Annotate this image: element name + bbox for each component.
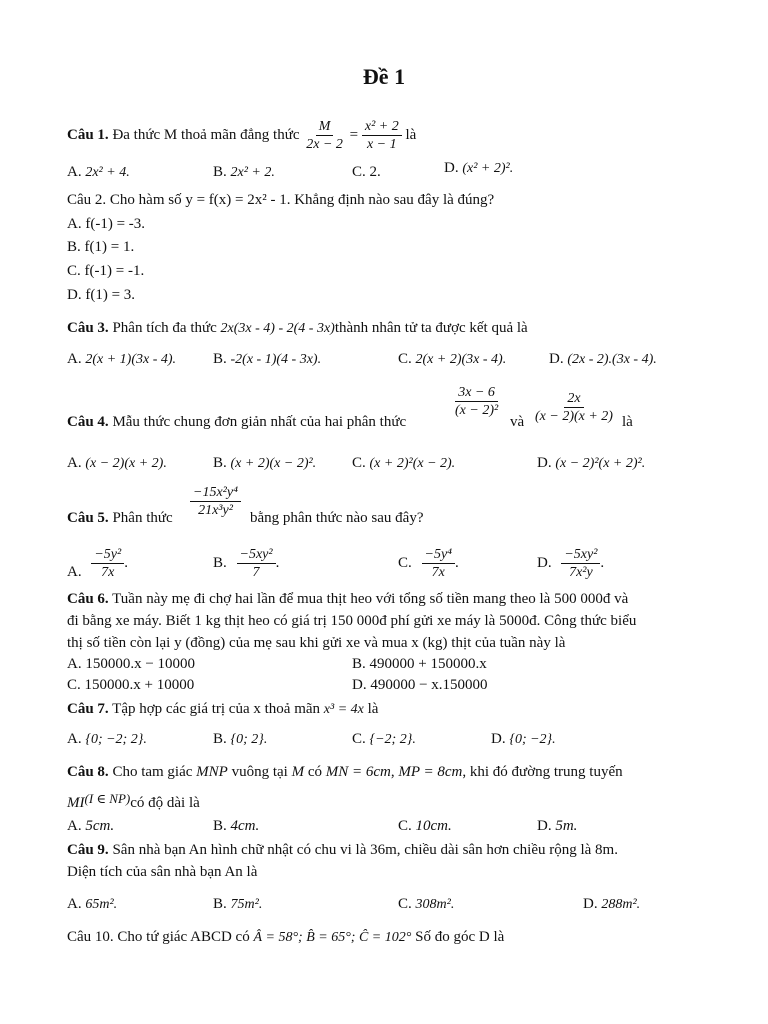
question-8-option-b: B. 4cm. — [213, 818, 260, 834]
question-8-line-1: Câu 8. Cho tam giác MNP vuông tại M có MN = 6cm, MP = 8cm, khi đó đường trung tuyến — [67, 764, 623, 780]
question-5-option-c: C. $\frac{\text{−5y⁴}}{7x}$ . — [398, 547, 459, 580]
question-8-line-2: MI(I ∈ NP)có độ dài là — [67, 791, 200, 811]
question-2-option-d: D. f(1) = 3. — [67, 287, 136, 303]
question-1-option-a: A. 2x² + 4. — [67, 164, 130, 180]
question-4-option-a: A. (x − 2)(x + 2). — [67, 455, 167, 471]
question-6-option-b: B. 490000 + 150000.x — [352, 656, 487, 672]
question-1 — [67, 118, 416, 153]
question-5-option-a: A. $\frac{\text{−5y²}}{7x}$ . — [67, 547, 128, 580]
question-9-option-d: D. 288m². — [583, 896, 641, 912]
question-4-option-c: C. (x + 2)²(x − 2). — [352, 455, 456, 471]
question-1-fraction-left: $\frac{M}{2x - 2}$ — [306, 119, 343, 152]
question-4-option-d: D. (x − 2)²(x + 2)². — [537, 455, 646, 471]
question-7: Câu 7. Tập hợp các giá trị của x thoả mãn x³ = 4x là — [67, 701, 379, 717]
question-2-option-b: B. f(1) = 1. — [67, 239, 135, 255]
question-1-option-d: D. (x² + 2)². — [444, 160, 514, 176]
question-6-line-2: đi bằng xe máy. Biết 1 kg thịt heo có giá trị 150 000đ phí gửi xe máy là 5000đ. Công thức biểu — [67, 613, 637, 629]
question-4-text: Câu 4. Mẫu thức chung đơn giản nhất của hai phân thức — [67, 414, 407, 430]
question-8-option-a: A. 5cm. — [67, 818, 115, 834]
question-5-option-d: D. $\frac{\text{−5xy²}}{\text{7x²y}}$ . — [537, 547, 605, 580]
question-9-option-c: C. 308m². — [398, 896, 455, 912]
question-7-option-b: B. {0; 2}. — [213, 731, 268, 747]
question-1-option-b: B. 2x² + 2. — [213, 164, 275, 180]
question-5-fraction: $\frac{\text{−15x²y⁴}}{\text{21x³y²}}$ — [190, 484, 241, 519]
question-3-option-a: A. 2(x + 1)(3x - 4). — [67, 351, 177, 367]
question-9-line-2: Diện tích của sân nhà bạn An là — [67, 864, 258, 880]
question-1-option-c: C. 2. — [352, 164, 381, 180]
question-4-and: và — [510, 414, 525, 430]
page-title: Đề 1 — [362, 64, 406, 89]
question-6-option-c: C. 150000.x + 10000 — [67, 677, 195, 693]
question-1-equals: = — [349, 126, 359, 143]
question-4-fraction-1: $\frac{3x - 6}{\text{(x − 2)²}}$ — [455, 385, 499, 418]
question-1-label: Câu 1. — [67, 126, 109, 143]
question-3-option-c: C. 2(x + 2)(3x - 4). — [398, 351, 507, 367]
question-6-line-1: Câu 6. Tuần này mẹ đi chợ hai lần để mua thịt heo với tổng số tiền mang theo là 500 000đ và — [67, 591, 629, 607]
question-3-option-b: B. -2(x - 1)(4 - 3x). — [213, 351, 322, 367]
question-8-option-c: C. 10cm. — [398, 818, 452, 834]
question-9-line-1: Câu 9. Sân nhà bạn An hình chữ nhật có chu vi là 36m, chiều dài sân hơn chiều rộng là 8m. — [67, 842, 618, 858]
question-10: Câu 10. Cho tứ giác ABCD có Â = 58°; B̂ = 65°; Ĉ = 102° Số đo góc D là — [67, 929, 505, 945]
question-4-suffix: là — [622, 414, 633, 430]
question-3-option-d: D. (2x - 2).(3x - 4). — [549, 351, 657, 367]
question-7-option-c: C. {−2; 2}. — [352, 731, 416, 747]
question-1-suffix: là — [405, 126, 417, 143]
question-3-expression: 2x(3x - 4) - 2(4 - 3x) — [220, 321, 335, 336]
question-1-text: Đa thức M thoả mãn đẳng thức — [112, 126, 300, 143]
question-9-option-a: A. 65m². — [67, 896, 118, 912]
question-4-fraction-2: $\frac{2x}{(x - 2)(x + 2)}$ — [535, 391, 613, 424]
question-6-line-3: thị số tiền còn lại y (đồng) của mẹ sau khi gửi xe và mua x (kg) thịt của tuần này là — [67, 635, 566, 651]
question-1-fraction-right: $\frac{\text{x² + 2}}{x - 1}$ — [362, 118, 402, 153]
question-5-option-b: B. $\frac{\text{−5xy²}}{7}$ . — [213, 547, 280, 580]
question-2-option-c: C. f(-1) = -1. — [67, 263, 145, 279]
question-7-expression: x³ = 4x — [323, 702, 364, 717]
question-3: Câu 3. Phân tích đa thức 2x(3x - 4) - 2(4 - 3x)thành nhân tử ta được kết quả là — [67, 320, 528, 336]
question-6-option-d: D. 490000 − x.150000 — [352, 677, 488, 693]
question-6-option-a: A. 150000.x − 10000 — [67, 656, 196, 672]
question-2: Câu 2. Cho hàm số y = f(x) = 2x² - 1. Khẳng định nào sau đây là đúng? — [67, 192, 495, 208]
question-5-text: Câu 5. Phân thức — [67, 510, 173, 526]
question-2-option-a: A. f(-1) = -3. — [67, 216, 146, 232]
question-8-option-d: D. 5m. — [537, 818, 578, 834]
question-7-option-d: D. {0; −2}. — [491, 731, 556, 747]
question-7-option-a: A. {0; −2; 2}. — [67, 731, 147, 747]
question-5-suffix: bằng phân thức nào sau đây? — [250, 510, 424, 526]
question-10-expression: Â = 58°; B̂ = 65°; Ĉ = 102° — [253, 930, 412, 945]
question-9-option-b: B. 75m². — [213, 896, 263, 912]
question-4-option-b: B. (x + 2)(x − 2)². — [213, 455, 317, 471]
